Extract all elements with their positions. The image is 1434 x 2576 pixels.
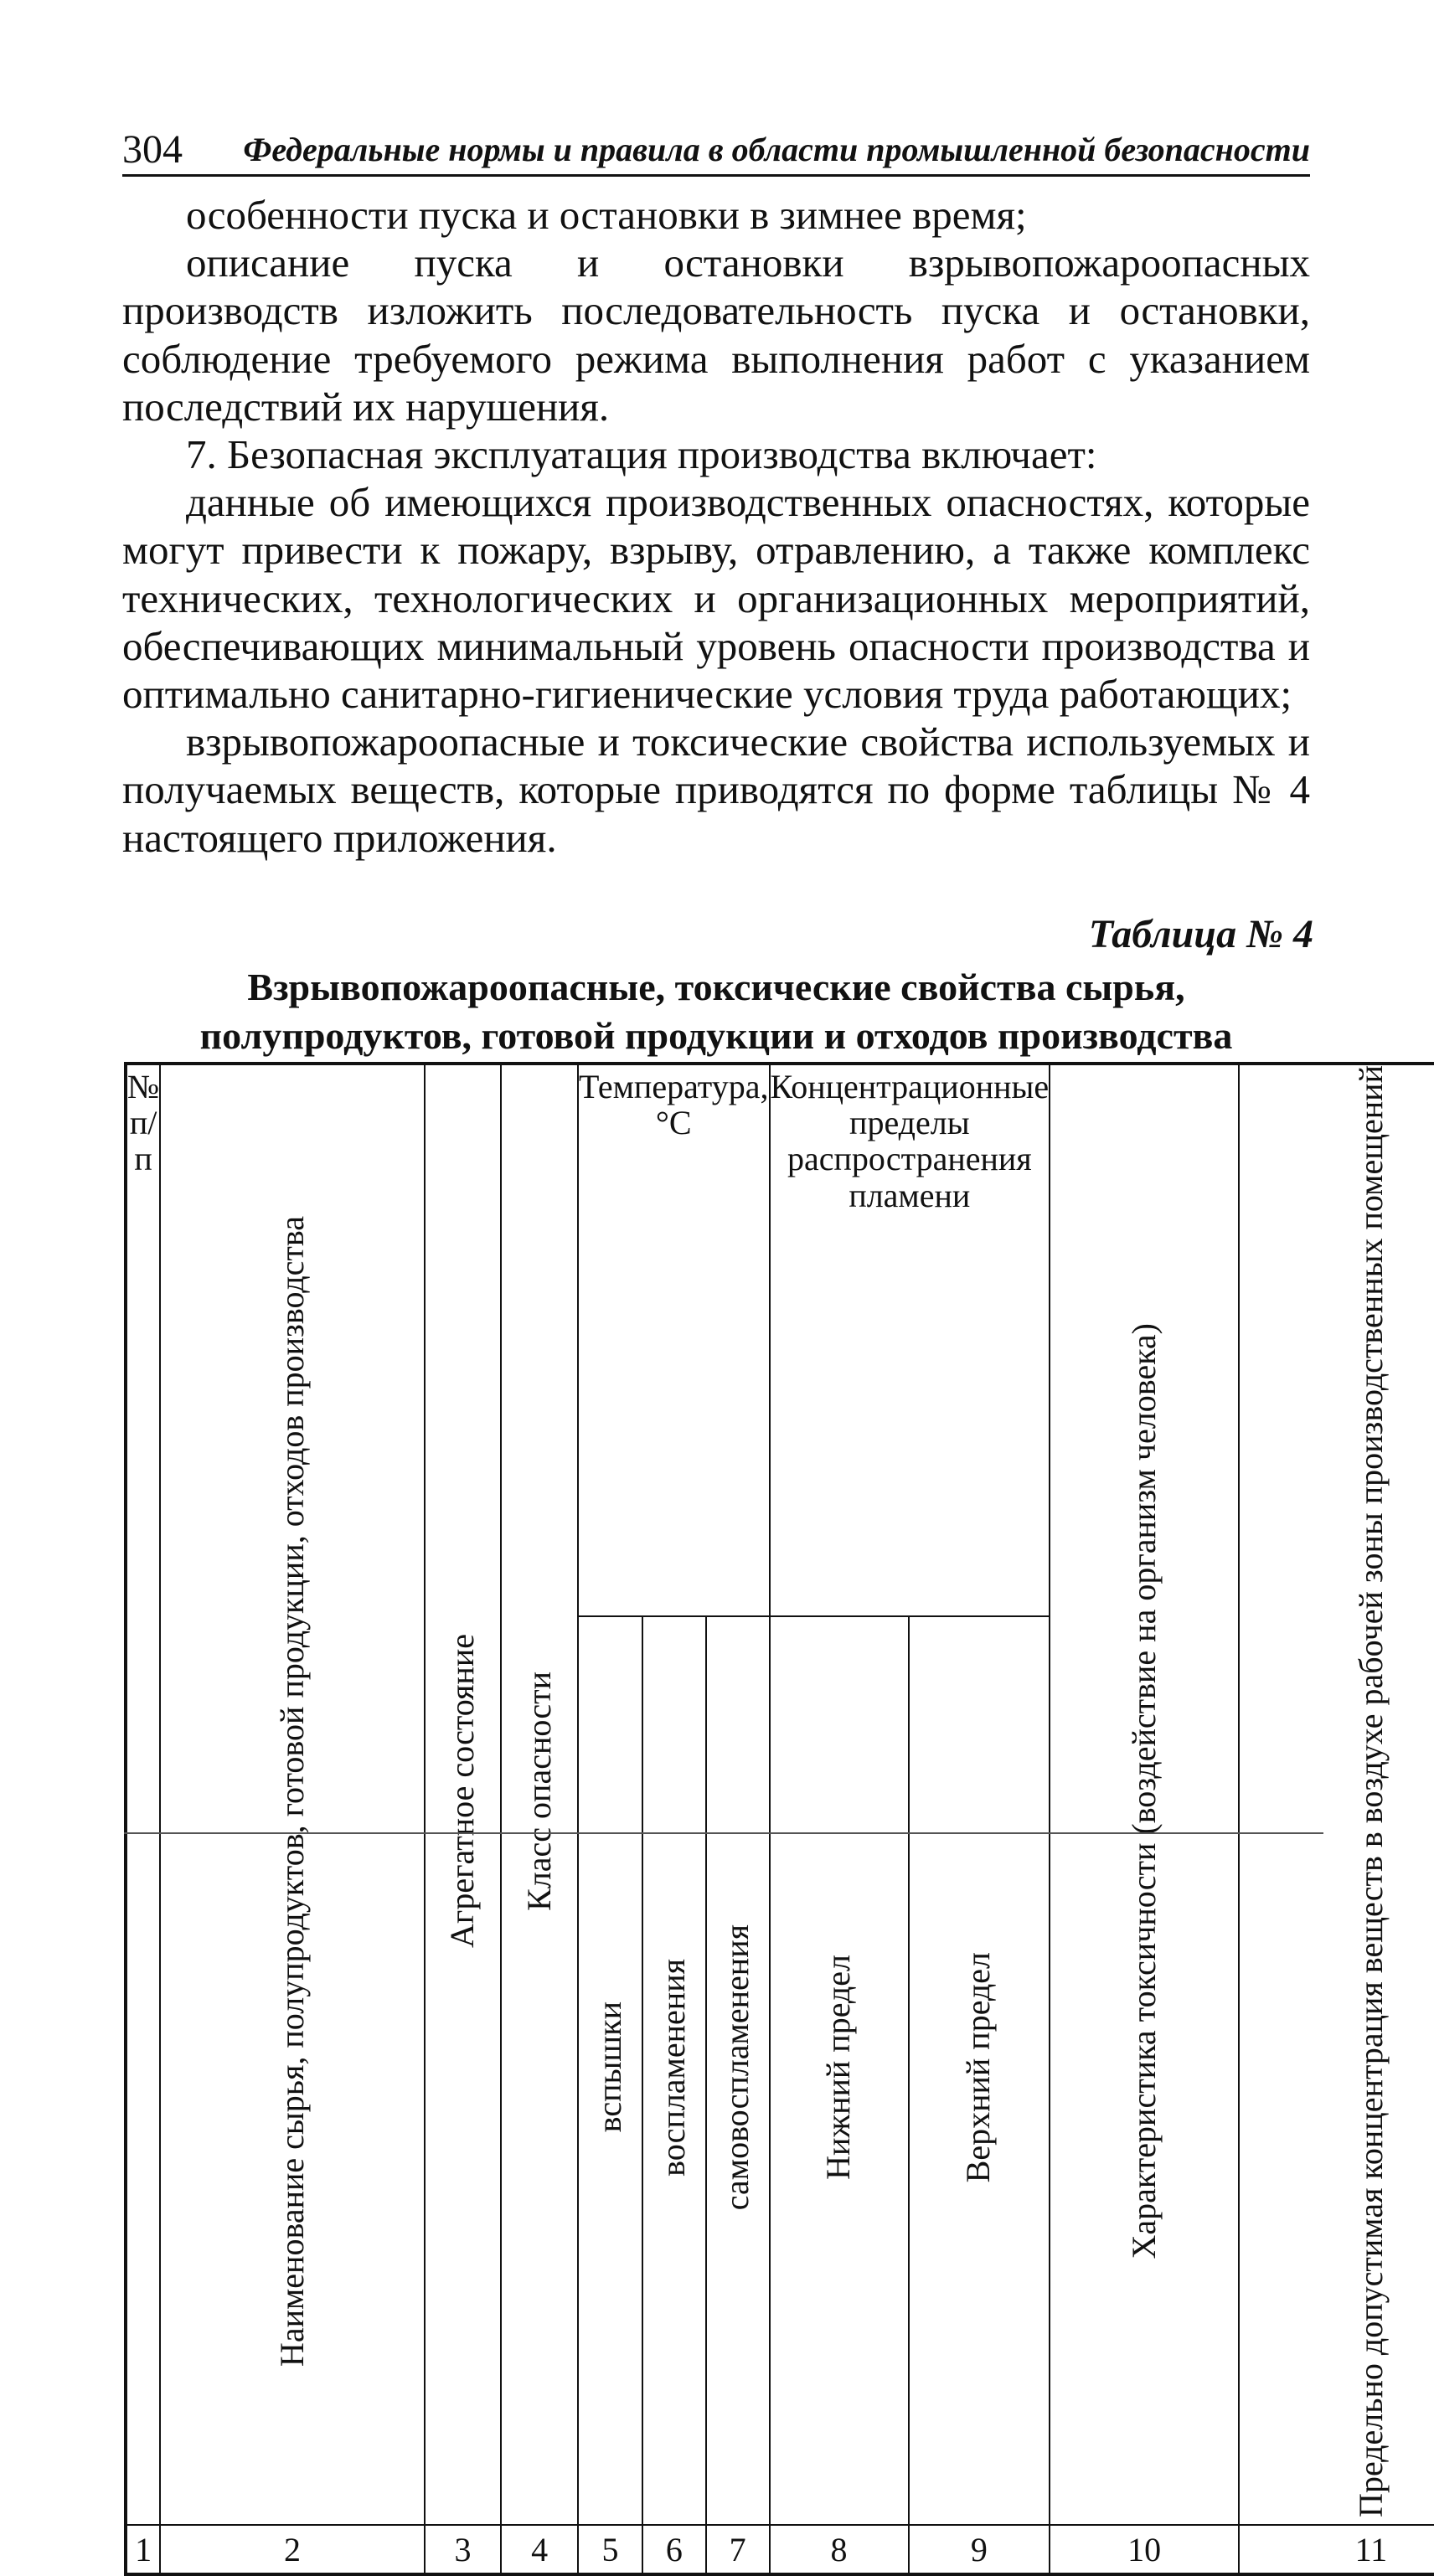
paragraph: 7. Безопасная эксплуатация производства включает: xyxy=(186,431,1097,478)
header-cell-toxicity xyxy=(1050,1064,1239,2525)
header-cell-number xyxy=(126,1064,160,2525)
running-title: Федеральные нормы и правила в области промышленной безопасности xyxy=(243,131,1310,168)
header-cell-flash xyxy=(578,1616,642,2525)
column-number: 7 xyxy=(706,2525,770,2574)
header-label: Концентрационные пределы распространения пламени xyxy=(770,1068,1050,1214)
header-label: вспышки xyxy=(591,2002,629,2133)
column-number: 11 xyxy=(1239,2525,1434,2574)
column-number: 4 xyxy=(501,2525,578,2574)
column-number: 5 xyxy=(578,2525,642,2574)
footer-rule xyxy=(124,1832,1323,1834)
table-title: Взрывопожароопасные, токсические свойства сырья, полупродуктов, готовой продукции и отходов производства xyxy=(199,966,1233,1057)
paragraph: взрывопожароопасные и токсические свойства используемых и получаемых веществ, которые приводятся по форме таблицы № 4 настоящего приложения. xyxy=(122,719,1310,861)
page-number: 304 xyxy=(122,127,183,172)
header-label: Температура, °С xyxy=(578,1068,769,1142)
column-number: 8 xyxy=(770,2525,909,2574)
header-label: Характеристика токсичности (воздействие на организм человека) xyxy=(1124,1323,1163,2259)
properties-table xyxy=(124,1062,1434,2576)
header-cell-mac xyxy=(1239,1064,1434,2525)
header-label: Нижний предел xyxy=(819,1955,858,2180)
header-label: Предельно допустимая концентрация веществ в воздухе рабочей зоны производственных помещений xyxy=(1351,1065,1390,2517)
header-label: воспламенения xyxy=(654,1958,693,2177)
header-cell-lower-limit xyxy=(770,1616,909,2525)
header-group-temperature xyxy=(578,1064,770,1616)
header-label: Класс опасности xyxy=(519,1672,558,1911)
header-cell-ignition xyxy=(642,1616,706,2525)
column-number: 6 xyxy=(642,2525,706,2574)
body-text xyxy=(122,191,1310,862)
header-cell-name xyxy=(160,1064,425,2525)
paragraph: описание пуска и остановки взрывопожароопасных производств изложить последовательность пуска и остановки, соблюдение требуемого режима выполнения работ с указанием последствий их нарушения. xyxy=(122,240,1310,430)
header-cell-upper-limit xyxy=(909,1616,1050,2525)
column-number: 3 xyxy=(425,2525,502,2574)
column-number: 10 xyxy=(1050,2525,1239,2574)
header-group-concentration xyxy=(770,1064,1050,1616)
header-cell-state xyxy=(425,1064,502,2525)
column-number: 1 xyxy=(126,2525,160,2574)
header-label: Агрегатное состояние xyxy=(443,1634,482,1949)
header-label: самовоспламенения xyxy=(718,1924,756,2211)
paragraph: особенности пуска и остановки в зимнее время; xyxy=(186,192,1027,238)
column-number: 9 xyxy=(909,2525,1050,2574)
header-cell-autoignition xyxy=(706,1616,770,2525)
table-number-label: Таблица № 4 xyxy=(1088,912,1313,956)
page-header xyxy=(122,126,1310,177)
paragraph: данные об имеющихся производственных опасностях, которые могут привести к пожару, взрыву, отравлению, а также комплекс технических, технологических и организационных мероприятий, обеспечивающих минимальный уровень опасности производства и оптимально санитарно-гигиенические условия труда работающих; xyxy=(122,479,1310,718)
header-cell-hazard-class xyxy=(501,1064,578,2525)
column-number: 2 xyxy=(160,2525,425,2574)
header-label: Верхний предел xyxy=(959,1951,998,2183)
header-label: Наименование сырья, полупродуктов, готовой продукции, отходов производства xyxy=(272,1215,311,2367)
header-label: № п/п xyxy=(127,1068,160,1178)
